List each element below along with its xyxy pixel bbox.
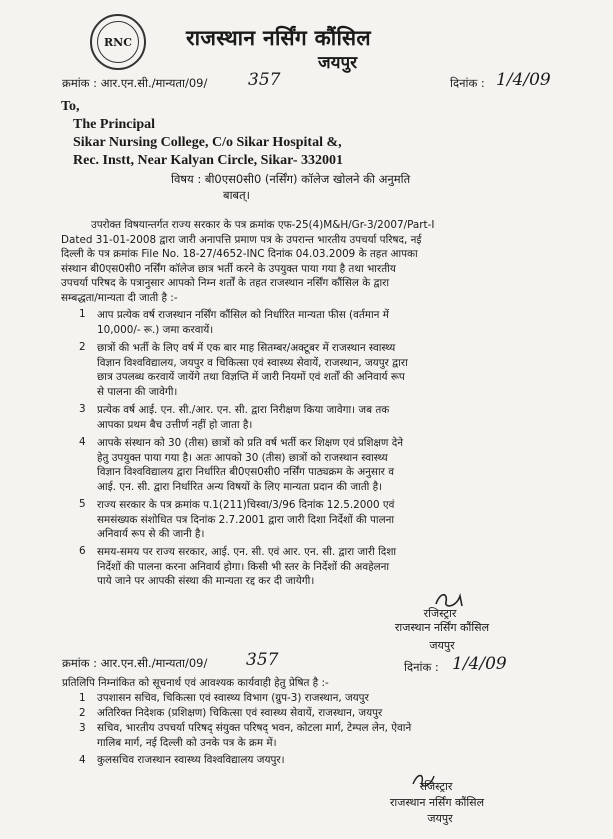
copy-item-number: 3 [79, 722, 86, 734]
subject-line-2: बाबत्। [223, 188, 251, 202]
condition-line: समसंख्यक संशोधित पत्र दिनांक 2.7.2001 द्वारा जारी दिशा निर्देशों की पालना [97, 513, 395, 526]
condition-number: 6 [79, 545, 86, 557]
copy-item-line: उपशासन सचिव, चिकित्सा एवं स्वास्थ्य विभाग (ग्रुप-3) राजस्थान, जयपुर [97, 692, 369, 704]
copy-item-number: 2 [79, 707, 86, 719]
condition-line: निर्देशों की पालना करना अनिवार्य होगा। किसी भी स्तर के निर्देशों की अवहेलना [97, 560, 390, 573]
date-handwritten: 1/4/09 [496, 70, 551, 90]
copy-to-intro: प्रतिलिपि निम्नांकित को सूचनार्थ एवं आवश्यक कार्यवाही हेतु प्रेषित है :- [62, 677, 329, 689]
letterhead-city: जयपुर [318, 53, 358, 73]
addressee-line-2: Sikar Nursing College, C/o Sikar Hospital &, [73, 135, 342, 150]
seal-ring [97, 21, 139, 63]
copy-item-number: 4 [79, 754, 86, 766]
condition-line: समय-समय पर राज्य सरकार, आई. एन. सी. एवं आर. एन. सी. द्वारा जारी दिशा [97, 546, 397, 558]
signature-2-city: जयपुर [427, 812, 453, 825]
council-seal-logo [90, 14, 146, 70]
intro-line: दिल्ली के पत्र क्रमांक File No. 18-27/4652-INC दिनांक 04.03.2009 के तहत आपका [61, 248, 418, 260]
condition-line: आप प्रत्येक वर्ष राजस्थान नर्सिंग कौंसिल को निर्धारित मान्यता फीस (वर्तमान में [97, 309, 389, 321]
condition-line: राज्य सरकार के पत्र क्रमांक प.1(211)चिस्वा/3/96 दिनांक 12.5.2000 एवं [97, 499, 395, 511]
subject-line-1: विषय : बी0एस0सी0 (नर्सिंग) कॉलेज खोलने की अनुमति [171, 172, 411, 186]
copy-date-handwritten: 1/4/09 [452, 654, 507, 674]
signature-1-city: जयपुर [429, 639, 455, 652]
addressee-to: To, [61, 99, 80, 114]
addressee-line-1: The Principal [73, 117, 156, 132]
copy-item-line: कुलसचिव राजस्थान स्वास्थ्य विश्वविद्यालय जयपुर। [97, 754, 285, 766]
letterhead-title: राजस्थान नर्सिंग कौंसिल [186, 26, 371, 50]
seal-monogram: RNC [104, 35, 132, 49]
signature-2-title: रजिस्ट्रार [419, 780, 453, 793]
intro-line: उपरोक्त विषयान्तर्गत राज्य सरकार के पत्र क्रमांक एफ-25(4)M&H/Gr-3/2007/Part-I [91, 219, 435, 231]
intro-line: उपचर्या परिषद के पत्रानुसार आपको निम्न शर्तों के तहत राजस्थान नर्सिंग कौंसिल के द्वारा [61, 277, 390, 289]
condition-number: 4 [79, 436, 86, 448]
copy-item-line: अतिरिक्त निदेशक (प्रशिक्षण) चिकित्सा एवं स्वास्थ्य सेवायें, राजस्थान, जयपुर [97, 707, 383, 719]
condition-number: 2 [79, 341, 86, 353]
signature-1-title: रजिस्ट्रार [423, 607, 457, 620]
copy-item-line: सचिव, भारतीय उपचर्या परिषद् संयुक्त परिषद् भवन, कोटला मार्ग, टेम्पल लेन, ऐवाने [97, 722, 412, 734]
condition-line: पाये जाने पर आपकी संस्था की मान्यता रद्द कर दी जायेगी। [97, 575, 315, 587]
copy-reference-number-handwritten: 357 [246, 650, 279, 670]
condition-line: आपका प्रथम बैच उत्तीर्ण नहीं हो जाता है। [97, 418, 253, 431]
condition-number: 5 [79, 498, 86, 510]
copy-item-number: 1 [79, 692, 86, 704]
condition-line: प्रत्येक वर्ष आई. एन. सी./आर. एन. सी. द्वारा निरीक्षण किया जावेगा। जब तक [97, 404, 390, 416]
copy-item-line: गालिब मार्ग, नई दिल्ली को उनके पत्र के क्रम में। [97, 736, 277, 749]
intro-line: सम्बद्धता/मान्यता दी जाती है :- [61, 291, 178, 304]
addressee-line-3: Rec. Instt, Near Kalyan Circle, Sikar- 332001 [73, 153, 343, 168]
signature-2-org: राजस्थान नर्सिंग कौंसिल [389, 796, 485, 809]
condition-line: आई. एन. सी. द्वारा निर्धारित अन्य विषयों के लिए मान्यता प्रदान की जाती है। [97, 480, 383, 493]
condition-line: 10,000/- रू.) जमा करवायें। [97, 323, 214, 336]
intro-line: Dated 31-01-2008 द्वारा जारी अनापत्ति प्रमाण पत्र के उपरान्त भारतीय उपचर्या परिषद, नई [61, 233, 422, 246]
signature-1-org: राजस्थान नर्सिंग कौंसिल [394, 621, 490, 634]
reference-number-label: क्रमांक : आर.एन.सी./मान्यता/09/ [62, 76, 208, 90]
condition-line: आपके संस्थान को 30 (तीस) छात्रों को प्रति वर्ष भर्ती कर शिक्षण एवं प्रशिक्षण देने [97, 437, 404, 449]
condition-number: 3 [79, 403, 86, 415]
condition-line: से पालना की जावेगी। [97, 385, 178, 398]
condition-line: छात्र उपलब्ध करवायें जायेंगे तथा विज्ञप्ति में जारी नियमों एवं शर्तों की अनिवार्य रूप [97, 371, 405, 383]
condition-line: छात्रों की भर्ती के लिए वर्ष में एक बार माह सितम्बर/अक्टूबर में राजस्थान स्वास्थ्य [97, 342, 396, 354]
condition-line: हेतु उपयुक्त पाया गया है। अतः आपको 30 (तीस) छात्रों को राजस्थान स्वास्थ्य [97, 451, 388, 464]
reference-number-handwritten: 357 [248, 70, 281, 90]
condition-line: विज्ञान विश्वविद्यालय, जयपुर व चिकित्सा एवं स्वास्थ्य सेवायें, राजस्थान, जयपुर द्वारा [97, 356, 408, 369]
copy-date-label: दिनांक : [404, 660, 439, 674]
body-intro [61, 218, 539, 305]
intro-line: संस्थान बी0एस0सी0 नर्सिंग कॉलेज छात्र भर्ती करने के उपयुक्त पाया गया है तथा भारतीय [61, 262, 396, 275]
condition-line: अनिवार्य रूप से की जानी है। [97, 528, 205, 540]
condition-number: 1 [79, 308, 86, 320]
copy-reference-number-label: क्रमांक : आर.एन.सी./मान्यता/09/ [62, 656, 208, 670]
condition-line: विज्ञान विश्वविद्यालय द्वारा निर्धारित बी0एस0सी0 नर्सिंग पाठ्यक्रम के अनुसार व [97, 466, 394, 478]
date-label: दिनांक : [450, 76, 485, 90]
